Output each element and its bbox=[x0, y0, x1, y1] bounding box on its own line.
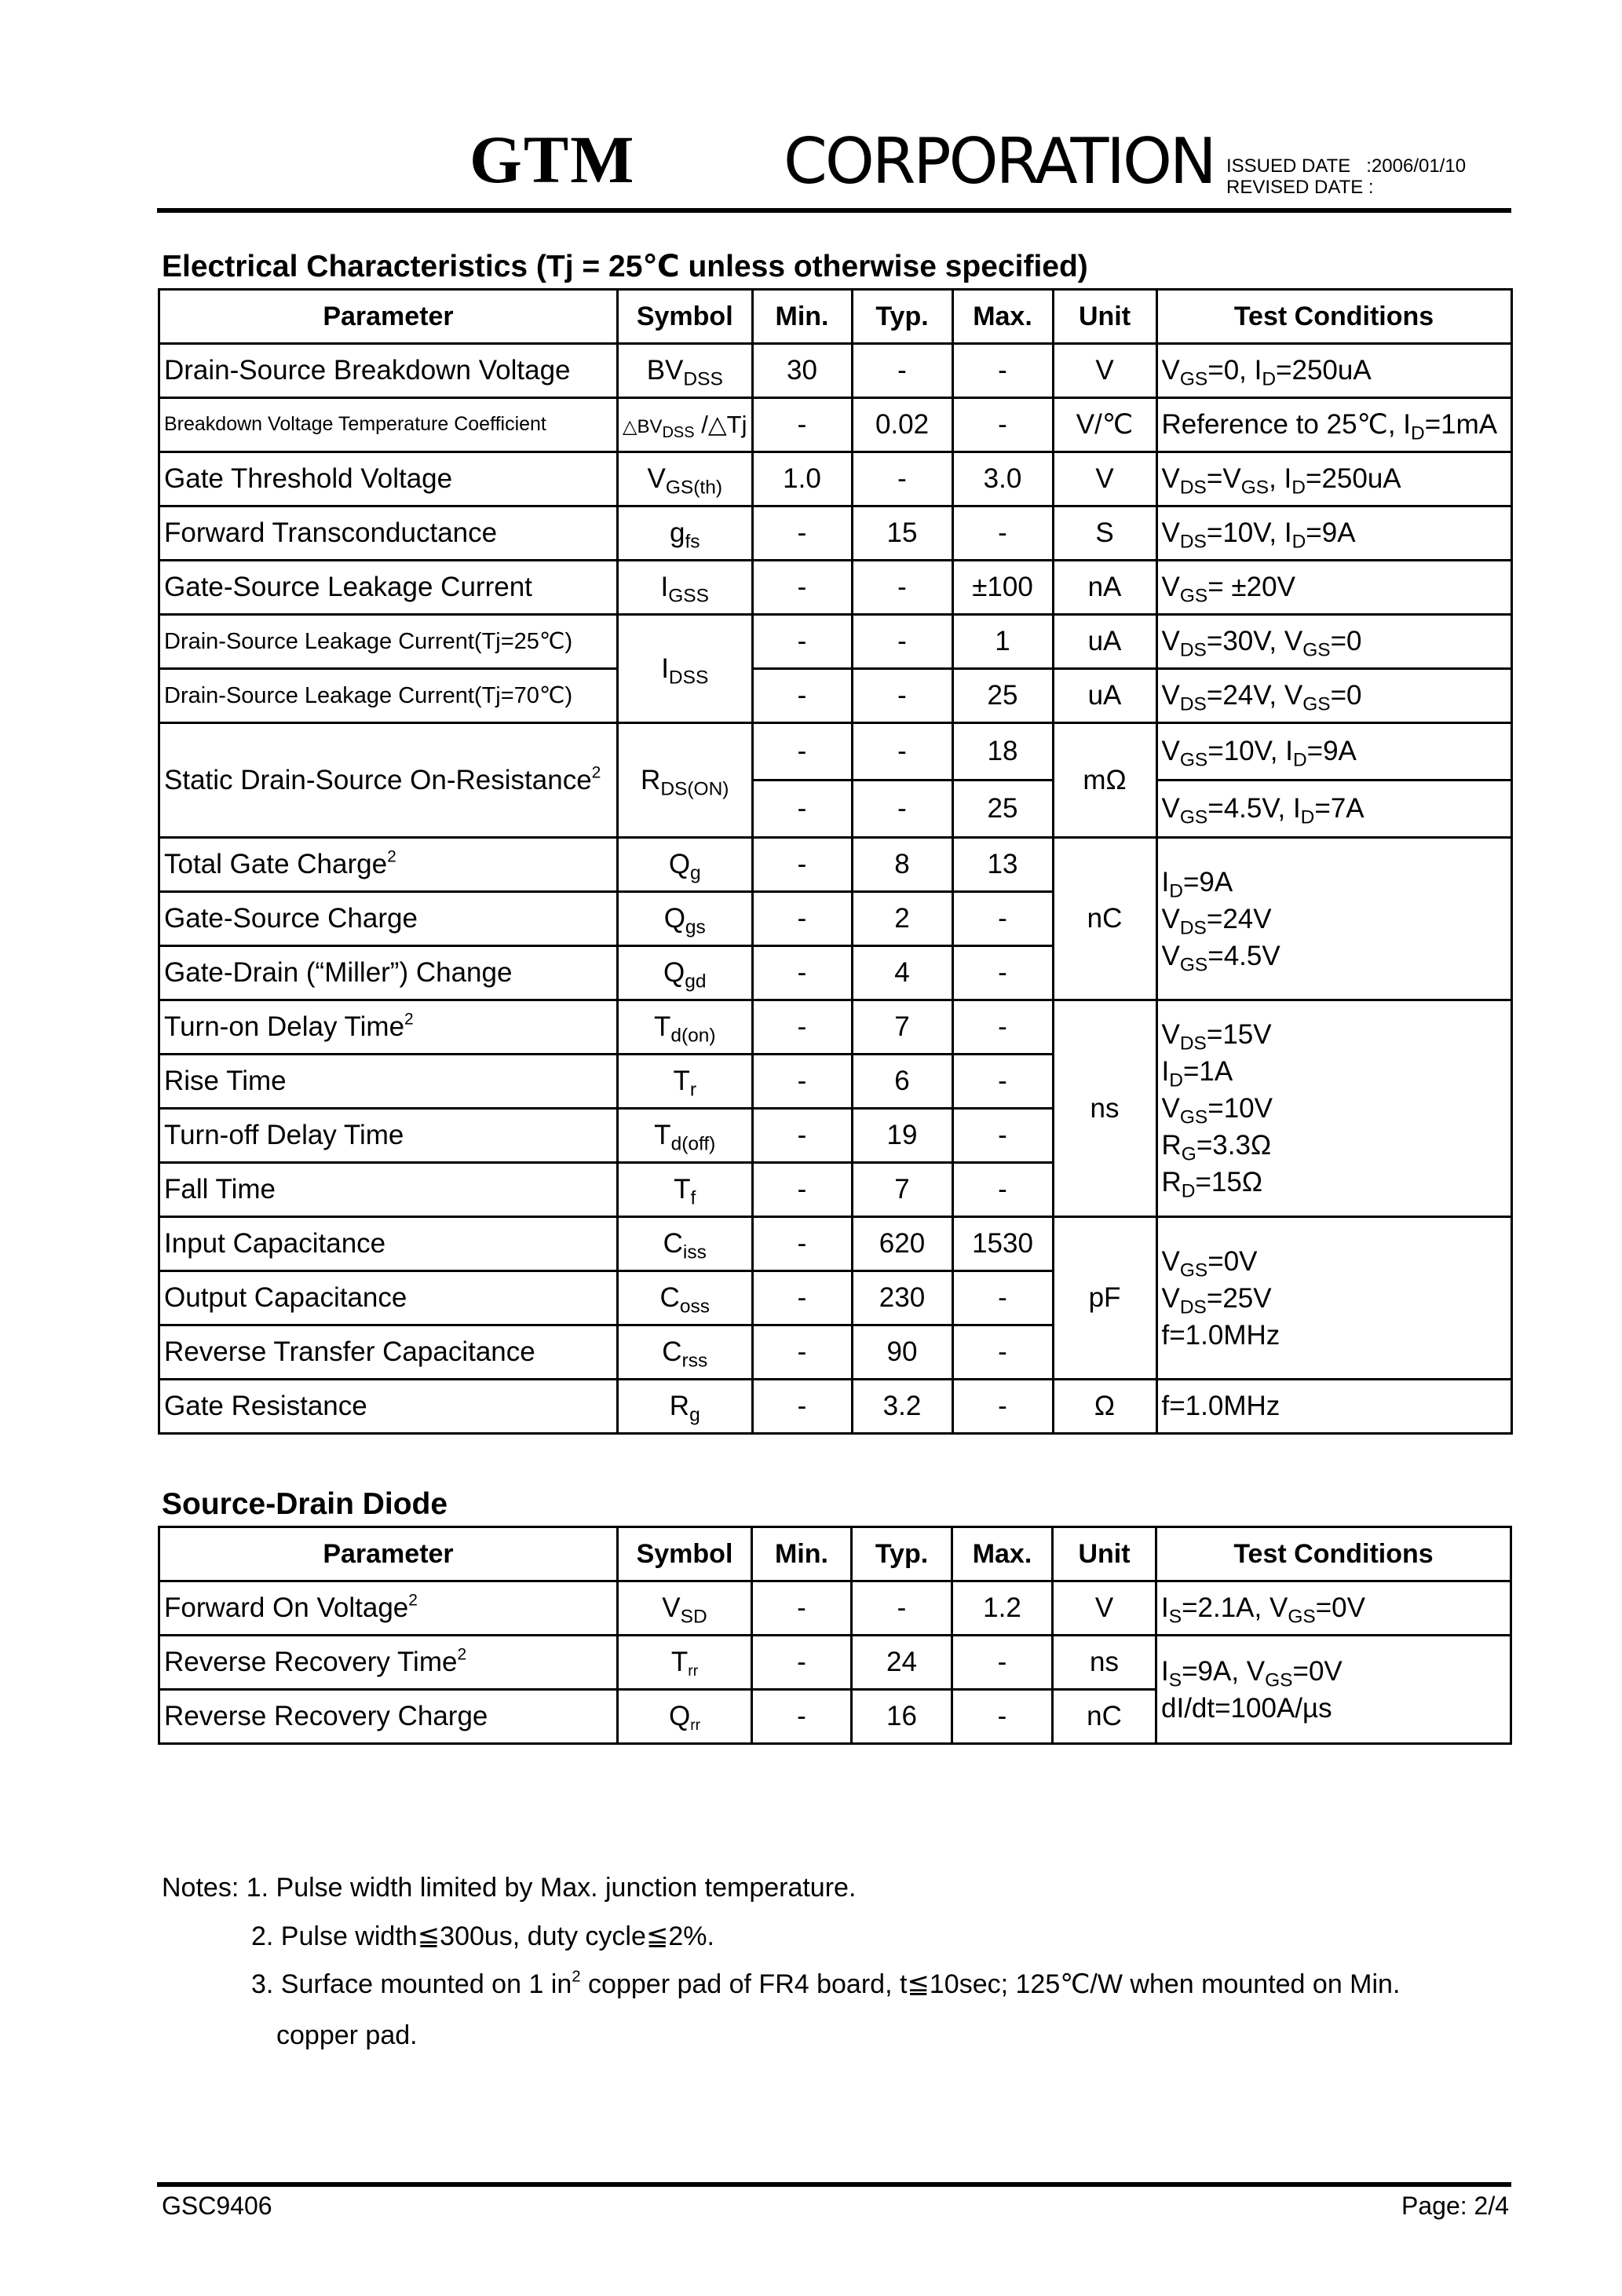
header-cell: Max. bbox=[952, 1527, 1053, 1581]
typ-cell: 6 bbox=[852, 1055, 952, 1109]
unit-cell: V/℃ bbox=[1053, 398, 1156, 452]
min-cell: - bbox=[752, 1636, 852, 1690]
typ-cell: 3.2 bbox=[852, 1380, 952, 1434]
header-cell: Typ. bbox=[852, 290, 952, 344]
footer-rule bbox=[157, 2182, 1511, 2187]
table-row bbox=[159, 615, 1512, 669]
table-header-row bbox=[159, 1527, 1511, 1581]
symbol-cell: $Q_{rr}$ bbox=[618, 1690, 752, 1744]
param-cell: Reverse Recovery Time$^2$ bbox=[159, 1636, 618, 1690]
max-cell: 1.2 bbox=[952, 1581, 1053, 1636]
header-cell: Test Conditions bbox=[1156, 1527, 1511, 1581]
note-3: 3. Surface mounted on 1 $in^2$ copper pad of FR4 board, t≦10sec; 125℃/W when mounted on Min. bbox=[251, 1968, 1401, 1999]
min-cell: - bbox=[752, 1217, 852, 1271]
unit-cell: uA bbox=[1053, 669, 1156, 723]
header-cell: Max. bbox=[952, 290, 1053, 344]
symbol-cell: $V_{GS(th)}$ bbox=[618, 452, 753, 506]
footer-part-number: GSC9406 bbox=[162, 2192, 272, 2220]
param-cell: Forward Transconductance bbox=[159, 506, 618, 561]
max-cell: ±100 bbox=[952, 561, 1053, 615]
header-cell: Symbol bbox=[618, 1527, 752, 1581]
min-cell: - bbox=[752, 1000, 852, 1055]
symbol-cell: $T_{d(on)}$ bbox=[618, 1000, 753, 1055]
unit-cell: V bbox=[1053, 452, 1156, 506]
typ-cell: 2 bbox=[852, 892, 952, 946]
condition-cell: f=1.0MHz bbox=[1156, 1380, 1511, 1434]
min-cell: - bbox=[752, 1271, 852, 1325]
min-cell: - bbox=[752, 506, 852, 561]
param-cell: Input Capacitance bbox=[159, 1217, 618, 1271]
param-cell: Gate-Source Leakage Current bbox=[159, 561, 618, 615]
condition-cell: $V_{DS}=10V$, $I_D=9A$ bbox=[1156, 506, 1511, 561]
condition-cell: $V_{DS}=15V$ $I_D=1A$ $V_{GS}=10V$ $R_G=3.3\Omega$ $R_D=15\Omega$ bbox=[1156, 1000, 1511, 1217]
symbol-cell: $C_{rss}$ bbox=[618, 1325, 753, 1380]
min-cell: - bbox=[752, 669, 852, 723]
min-cell: - bbox=[752, 615, 852, 669]
param-cell: Static Drain-Source On-Resistance$^2$ bbox=[159, 723, 618, 838]
header-rule bbox=[157, 208, 1511, 213]
symbol-cell: $I_{GSS}$ bbox=[618, 561, 753, 615]
typ-cell: 0.02 bbox=[852, 398, 952, 452]
header-cell: Unit bbox=[1053, 1527, 1156, 1581]
min-cell: - bbox=[752, 1690, 852, 1744]
condition-cell: $I_D=9A$ $V_{DS}=24V$ $V_{GS}=4.5V$ bbox=[1156, 838, 1511, 1000]
param-cell: Gate-Drain (“Miller”) Change bbox=[159, 946, 618, 1000]
param-cell: Turn-off Delay Time bbox=[159, 1109, 618, 1163]
symbol-cell: $g_{fs}$ bbox=[618, 506, 753, 561]
condition-cell: $I_S=9A$, $V_{GS}=0V$ dI/dt=100A/µs bbox=[1156, 1636, 1511, 1744]
typ-cell: 16 bbox=[852, 1690, 952, 1744]
table-row bbox=[159, 506, 1512, 561]
condition-cell: $V_{DS}=24V$, $V_{GS}=0$ bbox=[1156, 669, 1511, 723]
header-cell: Symbol bbox=[618, 290, 753, 344]
header-cell: Test Conditions bbox=[1156, 290, 1511, 344]
header-cell: Min. bbox=[752, 290, 852, 344]
table-row bbox=[159, 1380, 1512, 1434]
diode-section-title: Source-Drain Diode bbox=[162, 1487, 448, 1521]
symbol-cell: $Q_{gs}$ bbox=[618, 892, 753, 946]
note-3-continued: copper pad. bbox=[276, 2020, 418, 2050]
table-row bbox=[159, 1000, 1512, 1055]
param-cell: Rise Time bbox=[159, 1055, 618, 1109]
max-cell: - bbox=[952, 506, 1053, 561]
typ-cell: - bbox=[852, 1581, 952, 1636]
typ-cell: 90 bbox=[852, 1325, 952, 1380]
symbol-cell: $R_g$ bbox=[618, 1380, 753, 1434]
table-row bbox=[159, 669, 1512, 723]
condition-cell: Reference to 25℃, $I_D=1mA$ bbox=[1156, 398, 1511, 452]
max-cell: - bbox=[952, 1271, 1053, 1325]
condition-cell: $V_{GS}=0V$ $V_{DS}=25V$ f=1.0MHz bbox=[1156, 1217, 1511, 1380]
condition-cell: $I_S=2.1A$, $V_{GS}=0V$ bbox=[1156, 1581, 1511, 1636]
revised-date: REVISED DATE : bbox=[1226, 177, 1374, 198]
elec-section-title: Electrical Characteristics (Tj = 25℃ unless otherwise specified) bbox=[162, 250, 1088, 283]
unit-cell: nA bbox=[1053, 561, 1156, 615]
typ-cell: - bbox=[852, 452, 952, 506]
max-cell: - bbox=[952, 1636, 1053, 1690]
table-row bbox=[159, 344, 1512, 398]
condition-cell: $V_{GS}=10V$, $I_D=9A$ bbox=[1156, 723, 1511, 781]
unit-cell: V bbox=[1053, 344, 1156, 398]
min-cell: - bbox=[752, 1325, 852, 1380]
param-cell: Turn-on Delay Time$^2$ bbox=[159, 1000, 618, 1055]
typ-cell: 7 bbox=[852, 1000, 952, 1055]
symbol-cell: $\triangle BV_{DSS}$ /△Tj bbox=[618, 398, 753, 452]
max-cell: - bbox=[952, 1690, 1053, 1744]
typ-cell: - bbox=[852, 615, 952, 669]
issued-date: ISSUED DATE :2006/01/10 bbox=[1226, 155, 1467, 177]
min-cell: - bbox=[752, 1581, 852, 1636]
typ-cell: 620 bbox=[852, 1217, 952, 1271]
typ-cell: - bbox=[852, 561, 952, 615]
source-drain-diode-table bbox=[158, 1526, 1512, 1745]
max-cell: 1530 bbox=[952, 1217, 1053, 1271]
symbol-cell: $T_{d(off)}$ bbox=[618, 1109, 753, 1163]
electrical-characteristics-table bbox=[158, 288, 1513, 1435]
param-cell: Gate Threshold Voltage bbox=[159, 452, 618, 506]
param-cell: Output Capacitance bbox=[159, 1271, 618, 1325]
min-cell: - bbox=[752, 1163, 852, 1217]
unit-cell: pF bbox=[1053, 1217, 1156, 1380]
symbol-cell: $T_f$ bbox=[618, 1163, 753, 1217]
unit-cell: mΩ bbox=[1053, 723, 1156, 838]
table-header-row bbox=[159, 290, 1512, 344]
typ-cell: - bbox=[852, 723, 952, 781]
max-cell: 25 bbox=[952, 781, 1053, 838]
typ-cell: 8 bbox=[852, 838, 952, 892]
param-cell: Total Gate Charge$^2$ bbox=[159, 838, 618, 892]
typ-cell: - bbox=[852, 781, 952, 838]
company-logo: GTM bbox=[469, 122, 636, 197]
min-cell: - bbox=[752, 781, 852, 838]
max-cell: 13 bbox=[952, 838, 1053, 892]
min-cell: - bbox=[752, 398, 852, 452]
symbol-cell: $Q_{gd}$ bbox=[618, 946, 753, 1000]
unit-cell: S bbox=[1053, 506, 1156, 561]
symbol-cell: $V_{SD}$ bbox=[618, 1581, 752, 1636]
min-cell: 1.0 bbox=[752, 452, 852, 506]
table-row bbox=[159, 1581, 1511, 1636]
note-1: Notes: 1. Pulse width limited by Max. junction temperature. bbox=[162, 1873, 857, 1903]
header-cell: Parameter bbox=[159, 1527, 618, 1581]
max-cell: - bbox=[952, 892, 1053, 946]
symbol-cell: $R_{DS(ON)}$ bbox=[618, 723, 753, 838]
unit-cell: nC bbox=[1053, 838, 1156, 1000]
header-cell: Min. bbox=[752, 1527, 852, 1581]
unit-cell: nC bbox=[1053, 1690, 1156, 1744]
table-row bbox=[159, 723, 1512, 781]
unit-cell: V bbox=[1053, 1581, 1156, 1636]
corporation-title: CORPORATION bbox=[784, 125, 1215, 198]
symbol-cell: $Q_g$ bbox=[618, 838, 753, 892]
max-cell: 25 bbox=[952, 669, 1053, 723]
param-cell: Drain-Source Breakdown Voltage bbox=[159, 344, 618, 398]
min-cell: - bbox=[752, 838, 852, 892]
max-cell: - bbox=[952, 946, 1053, 1000]
symbol-cell: $C_{oss}$ bbox=[618, 1271, 753, 1325]
min-cell: - bbox=[752, 1380, 852, 1434]
min-cell: - bbox=[752, 892, 852, 946]
unit-cell: ns bbox=[1053, 1636, 1156, 1690]
table-row bbox=[159, 1636, 1511, 1690]
condition-cell: $V_{DS}=30V$, $V_{GS}=0$ bbox=[1156, 615, 1511, 669]
param-cell: Gate-Source Charge bbox=[159, 892, 618, 946]
typ-cell: 7 bbox=[852, 1163, 952, 1217]
table-row bbox=[159, 838, 1512, 892]
symbol-cell: $I_{DSS}$ bbox=[618, 615, 753, 723]
symbol-cell: $BV_{DSS}$ bbox=[618, 344, 753, 398]
symbol-cell: $T_r$ bbox=[618, 1055, 753, 1109]
unit-cell: Ω bbox=[1053, 1380, 1156, 1434]
note-2: 2. Pulse width≦300us, duty cycle≦2%. bbox=[251, 1921, 714, 1951]
max-cell: - bbox=[952, 1325, 1053, 1380]
unit-cell: ns bbox=[1053, 1000, 1156, 1217]
header-cell: Typ. bbox=[852, 1527, 952, 1581]
max-cell: - bbox=[952, 1380, 1053, 1434]
unit-cell: uA bbox=[1053, 615, 1156, 669]
min-cell: - bbox=[752, 946, 852, 1000]
param-cell: Drain-Source Leakage Current(Tj=70℃) bbox=[159, 669, 618, 723]
min-cell: - bbox=[752, 561, 852, 615]
min-cell: - bbox=[752, 1109, 852, 1163]
max-cell: 3.0 bbox=[952, 452, 1053, 506]
param-cell: Fall Time bbox=[159, 1163, 618, 1217]
header-cell: Parameter bbox=[159, 290, 618, 344]
max-cell: - bbox=[952, 1163, 1053, 1217]
condition-cell: $V_{GS}=4.5V$, $I_D=7A$ bbox=[1156, 781, 1511, 838]
condition-cell: $V_{GS}=0$, $I_D=250uA$ bbox=[1156, 344, 1511, 398]
symbol-cell: $C_{iss}$ bbox=[618, 1217, 753, 1271]
symbol-cell: $T_{rr}$ bbox=[618, 1636, 752, 1690]
typ-cell: 15 bbox=[852, 506, 952, 561]
param-cell: Forward On Voltage$^2$ bbox=[159, 1581, 618, 1636]
param-cell: Drain-Source Leakage Current(Tj=25℃) bbox=[159, 615, 618, 669]
typ-cell: 230 bbox=[852, 1271, 952, 1325]
typ-cell: 24 bbox=[852, 1636, 952, 1690]
param-cell: Reverse Transfer Capacitance bbox=[159, 1325, 618, 1380]
param-cell: Breakdown Voltage Temperature Coefficient bbox=[159, 398, 618, 452]
max-cell: 18 bbox=[952, 723, 1053, 781]
max-cell: - bbox=[952, 344, 1053, 398]
param-cell: Reverse Recovery Charge bbox=[159, 1690, 618, 1744]
footer-page-number: Page: 2/4 bbox=[1401, 2192, 1509, 2220]
min-cell: - bbox=[752, 1055, 852, 1109]
table-row bbox=[159, 561, 1512, 615]
max-cell: - bbox=[952, 1000, 1053, 1055]
typ-cell: - bbox=[852, 669, 952, 723]
table-row bbox=[159, 398, 1512, 452]
table-row bbox=[159, 1217, 1512, 1271]
max-cell: - bbox=[952, 1055, 1053, 1109]
min-cell: 30 bbox=[752, 344, 852, 398]
table-row bbox=[159, 452, 1512, 506]
condition-cell: $V_{GS}= \pm 20V$ bbox=[1156, 561, 1511, 615]
condition-cell: $V_{DS}=V_{GS}$, $I_D=250uA$ bbox=[1156, 452, 1511, 506]
max-cell: 1 bbox=[952, 615, 1053, 669]
max-cell: - bbox=[952, 1109, 1053, 1163]
max-cell: - bbox=[952, 398, 1053, 452]
typ-cell: 19 bbox=[852, 1109, 952, 1163]
header-cell: Unit bbox=[1053, 290, 1156, 344]
param-cell: Gate Resistance bbox=[159, 1380, 618, 1434]
min-cell: - bbox=[752, 723, 852, 781]
typ-cell: - bbox=[852, 344, 952, 398]
typ-cell: 4 bbox=[852, 946, 952, 1000]
